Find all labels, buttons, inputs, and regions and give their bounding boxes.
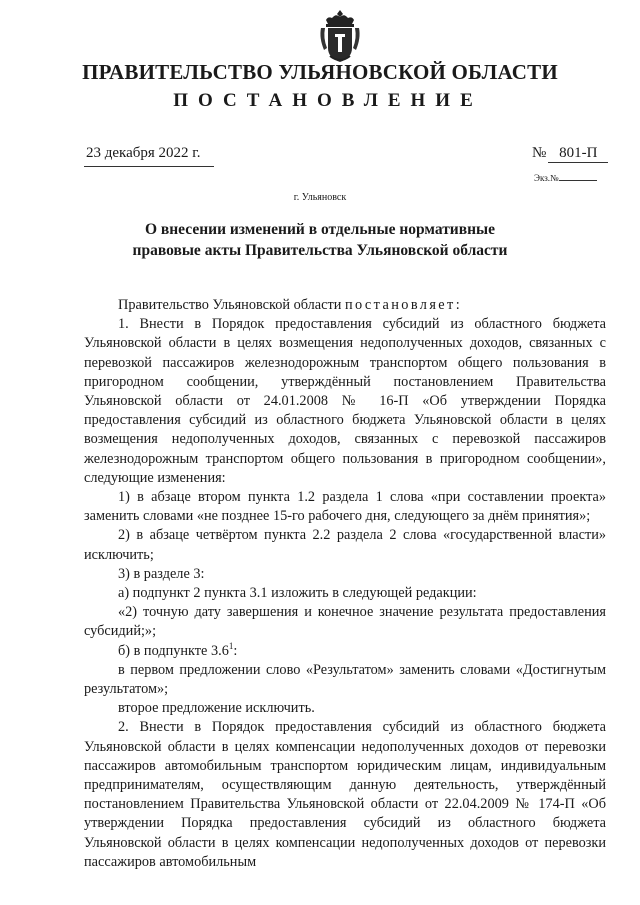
document-title — [0, 219, 640, 261]
number-value: 801-П — [548, 145, 608, 163]
subparagraph-1-1: 1) в абзаце втором пункта 1.2 раздела 1 слова «при составлении проекта» заменить словами «не позднее 15-го рабочего дня, следующего за днём принятия»; — [84, 489, 606, 525]
government-name: ПРАВИТЕЛЬСТВО УЛЬЯНОВСКОЙ ОБЛАСТИ — [82, 60, 558, 84]
paragraph-2: 2. Внести в Порядок предоставления субсидий из областного бюджета Ульяновской области в целях компенсации недополученных доходов от перевозки пассажиров автомобильным транспортом юридическим лицам, индивидуальным предпринимателям, осуществляющим данную деятельность, утверждённый постановлением Правительства Ульяновской области от 22.04.2009 № 174-П «Об утверждении Порядка предоставления субсидий из областного бюджета Ульяновской области в целях компенсации недополученных доходов от перевозки пассажиров автомобильным — [84, 719, 606, 870]
copy-number — [534, 173, 597, 183]
intro-text: Правительство Ульяновской области — [118, 297, 342, 313]
copy-label: Экз.№ — [534, 173, 559, 183]
subparagraph-1-3-b-2: второе предложение исключить. — [118, 700, 315, 717]
subparagraph-1-3: 3) в разделе 3: — [118, 565, 205, 582]
intro-paragraph — [84, 296, 606, 315]
subparagraph-1-3-b — [84, 642, 606, 661]
document-type: ПОСТАНОВЛЕНИЕ — [173, 90, 483, 111]
decree-date: 23 декабря 2022 г. — [86, 145, 201, 161]
subparagraph-1-3-b-colon: : — [233, 642, 238, 659]
superscript-1: 1 — [228, 640, 234, 651]
subparagraph-1-2: 2) в абзаце четвёртом пункта 2.2 раздела 2 слова «государственной власти» исключить; — [84, 527, 606, 563]
paragraph-1: 1. Внести в Порядок предоставления субсидий из областного бюджета Ульяновской области в целях возмещения недополученных доходов, связанных с перевозкой пассажиров железнодорожным транспортом общего пользования в пригородном сообщении, утверждённый постановлением Правительства Ульяновской области от 24.01.2008 № 16-П «Об утверждении Порядка предоставления субсидий из областного бюджета Ульяновской области в целях возмещения недополученных доходов, связанных с перевозкой пассажиров железнодорожным транспортом общего пользования в пригородном сообщении», следующие изменения: — [84, 316, 606, 486]
resolves-word: постановляет: — [344, 297, 463, 313]
title-line-2: правовые акты Правительства Ульяновской области — [132, 242, 508, 259]
date-underline — [84, 166, 214, 167]
subparagraph-1-3-a-quote: «2) точную дату завершения и конечное значение результата предоставления субсидий;»; — [84, 604, 606, 640]
city: г. Ульяновск — [293, 192, 347, 203]
copy-blank — [559, 180, 597, 181]
subparagraph-1-3-b-1: в первом предложении слово «Результатом» заменить словами «Достигнутым результатом»; — [84, 661, 606, 698]
document-body — [84, 296, 606, 872]
subparagraph-1-3-a: а) подпункт 2 пункта 3.1 изложить в следующей редакции: — [118, 585, 477, 602]
coat-of-arms-emblem — [318, 8, 362, 66]
title-line-1: О внесении изменений в отдельные нормативные — [144, 221, 496, 238]
subparagraph-1-3-b-text: б) в подпункте 3.6 — [118, 642, 229, 659]
number-label: № — [532, 145, 547, 161]
decree-number — [532, 145, 608, 163]
